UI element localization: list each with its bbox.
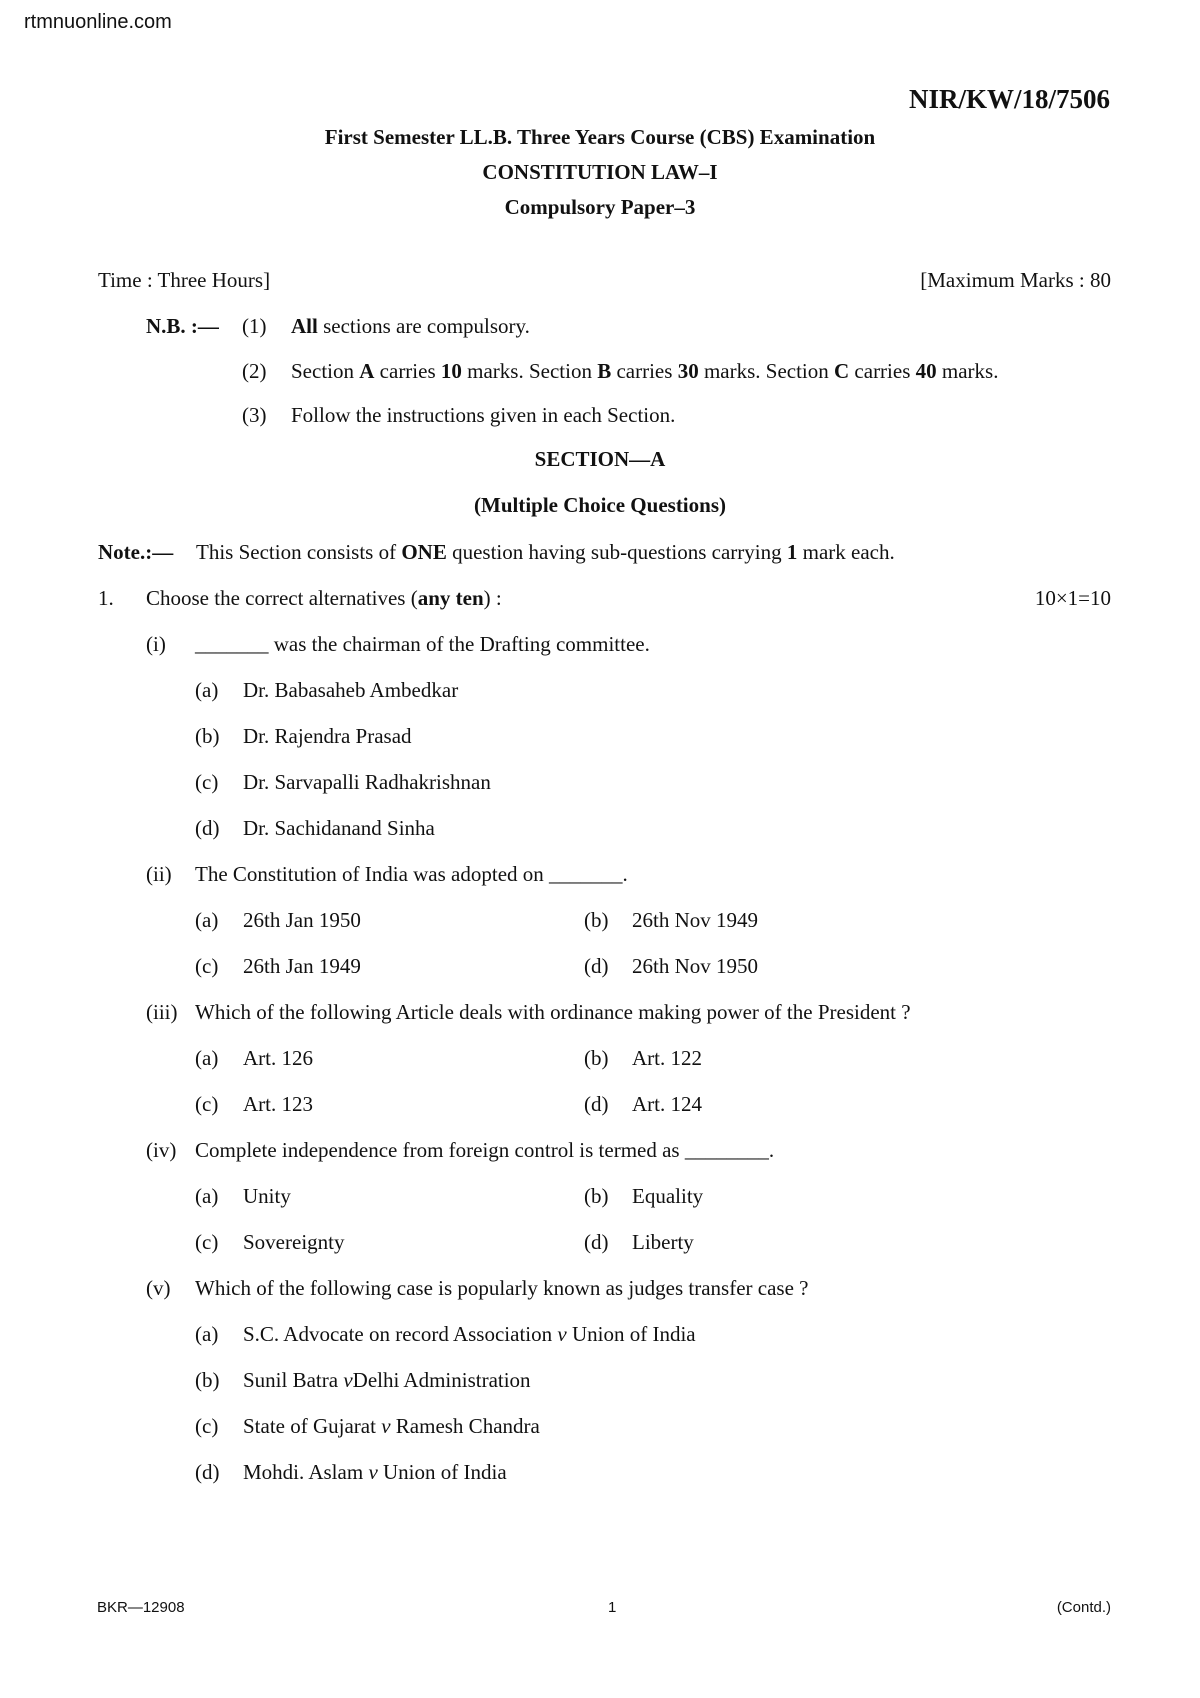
subq-text: _______ was the chairman of the Drafting committee. [195,632,650,656]
subq-number: (v) [146,1276,171,1300]
option-text: Liberty [632,1230,694,1254]
subq-text: Complete independence from foreign control is termed as ________. [195,1138,775,1162]
option-text [243,1322,696,1346]
option-letter: (b) [195,1368,220,1392]
option-letter: (c) [195,1092,219,1116]
option-letter: (d) [584,1092,609,1116]
option-text [243,1460,507,1484]
option [195,724,412,749]
option [195,816,435,841]
note-text: This Section consists of ONE question having sub-questions carrying 1 mark each. [196,540,895,564]
nb-item-1-num: (1) [242,314,267,338]
nb-item-2: Section A carries 10 marks. Section B carries 30 marks. Section C carries 40 marks. [291,359,999,383]
option-text [243,1414,540,1438]
nb-item-2-num: (2) [242,359,267,383]
option-text: Art. 122 [632,1046,702,1070]
section-subtitle: (Multiple Choice Questions) [474,493,726,517]
option-text: 26th Jan 1949 [243,954,361,978]
option [584,1230,694,1255]
option-letter: (d) [195,1460,220,1484]
nb-item-3-num: (3) [242,403,267,427]
option [195,1230,344,1255]
case-party-2: Ramesh Chandra [390,1414,540,1438]
option [195,1184,291,1209]
nb-item-3: Follow the instructions given in each Section. [291,403,676,427]
option [584,908,758,933]
option [195,1046,313,1071]
case-party-1: State of Gujarat [243,1414,382,1438]
max-marks-label: [Maximum Marks : 80 [920,268,1111,292]
question-text: Choose the correct alternatives (any ten) : [146,586,502,610]
versus: v [557,1322,567,1346]
option-text: Art. 126 [243,1046,313,1070]
option [584,1184,703,1209]
section-title: SECTION—A [534,447,666,471]
contd-label: (Contd.) [1056,1599,1111,1616]
option [195,908,361,933]
case-party-2: Union of India [377,1460,507,1484]
subq-text: Which of the following Article deals with ordinance making power of the President ? [195,1000,911,1024]
note-label: Note.:— [98,540,174,564]
option-letter: (b) [195,724,220,748]
option-text: Sovereignty [243,1230,345,1254]
option [195,1368,531,1393]
option [195,954,361,979]
paper-code: NIR/KW/18/7506 [908,84,1110,114]
time-label: Time : Three Hours] [98,268,271,292]
subq-number: (iv) [146,1138,177,1162]
option [195,1460,507,1485]
option-letter: (b) [584,908,609,932]
option-text: Art. 123 [243,1092,313,1116]
question-marks: 10×1=10 [1034,586,1111,610]
option-text: 26th Jan 1950 [243,908,361,932]
subq-number: (ii) [146,862,172,886]
option [195,1322,696,1347]
option-letter: (d) [195,816,220,840]
question-number: 1. [98,586,114,610]
option [195,770,491,795]
option-letter: (d) [584,954,609,978]
option [584,1092,702,1117]
versus: v [343,1368,353,1392]
option-letter: (c) [195,1230,219,1254]
nb-label: N.B. :— [146,314,219,338]
option-text: Dr. Sarvapalli Radhakrishnan [243,770,491,794]
option-letter: (d) [584,1230,609,1254]
option-text: Art. 124 [632,1092,702,1116]
option-text: Unity [243,1184,291,1208]
option-text: 26th Nov 1949 [632,908,758,932]
subq-number: (i) [146,632,166,656]
option [195,1414,540,1439]
option-letter: (c) [195,770,219,794]
subq-text: The Constitution of India was adopted on _______. [195,862,628,886]
nb-item-1: All sections are compulsory. [291,314,530,338]
option [584,954,758,979]
exam-title: First Semester LL.B. Three Years Course (CBS) Examination [324,125,876,149]
option-letter: (c) [195,954,219,978]
option [584,1046,702,1071]
option-text: 26th Nov 1950 [632,954,758,978]
subject-title: CONSTITUTION LAW–I [482,160,718,184]
versus: v [368,1460,378,1484]
option-letter: (b) [584,1184,609,1208]
option-text [243,1368,531,1392]
subq-number: (iii) [146,1000,178,1024]
footer-code: BKR—12908 [97,1599,185,1616]
subq-text: Which of the following case is popularly known as judges transfer case ? [195,1276,809,1300]
page-number: 1 [608,1599,617,1616]
versus: v [381,1414,391,1438]
paper-title: Compulsory Paper–3 [504,195,696,219]
case-party-1: S.C. Advocate on record Association [243,1322,558,1346]
site-watermark[interactable]: rtmnuonline.com [24,11,172,33]
option-text: Dr. Rajendra Prasad [243,724,412,748]
case-party-1: Mohdi. Aslam [243,1460,369,1484]
option-text: Dr. Sachidanand Sinha [243,816,435,840]
option [195,678,458,703]
option-letter: (a) [195,908,219,932]
option-letter: (c) [195,1414,219,1438]
case-party-2: Union of India [566,1322,696,1346]
option-letter: (a) [195,678,219,702]
option-letter: (a) [195,1046,219,1070]
option-letter: (a) [195,1322,219,1346]
option-text: Equality [632,1184,704,1208]
option-text: Dr. Babasaheb Ambedkar [243,678,459,702]
option [195,1092,313,1117]
option-letter: (b) [584,1046,609,1070]
case-party-1: Sunil Batra [243,1368,344,1392]
option-letter: (a) [195,1184,219,1208]
case-party-2: Delhi Administration [352,1368,531,1392]
